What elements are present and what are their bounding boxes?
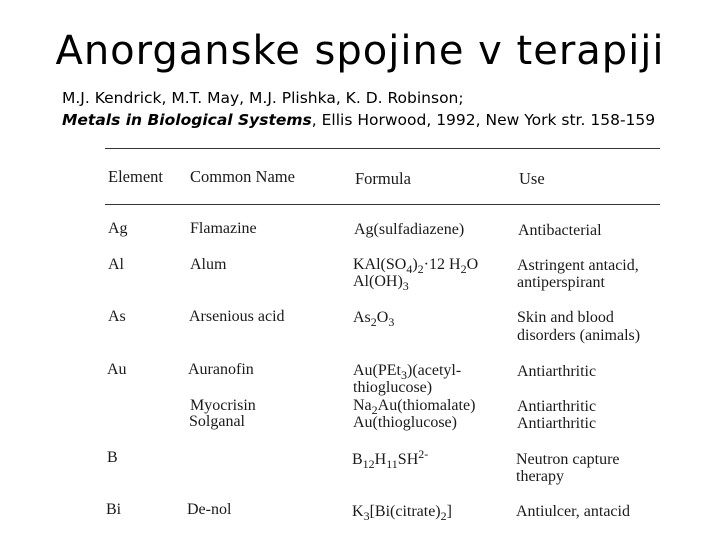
table-top-rule — [105, 148, 660, 149]
formula-subscript: 3 — [402, 279, 409, 293]
row-al-use-line1: Astringent antacid, — [517, 257, 639, 274]
formula-text: )(acetyl- — [407, 362, 462, 379]
row-as-use-line1: Skin and blood — [517, 309, 614, 326]
formula-text: Au(PEt — [353, 362, 401, 379]
row-b-formula — [352, 447, 429, 471]
row-au-use-3: Antiarthritic — [517, 415, 597, 432]
row-au-name-1: Auranofin — [188, 361, 254, 378]
row-bi-name: De-nol — [187, 501, 232, 518]
row-bi-formula — [352, 503, 452, 523]
formula-text: ·12 H — [423, 256, 461, 273]
row-ag-element: Ag — [108, 220, 128, 237]
header-common-name: Common Name — [190, 167, 295, 186]
formula-subscript: 2 — [460, 262, 467, 276]
row-b-element: B — [107, 449, 118, 466]
formula-text: [Bi(citrate) — [369, 503, 441, 520]
row-au-formula-1 — [353, 362, 462, 382]
reference-authors: M.J. Kendrick, M.T. May, M.J. Plishka, K. D. Robinson; — [62, 89, 464, 107]
row-au-name-2: Myocrisin — [190, 397, 256, 414]
formula-subscript: 2 — [440, 509, 447, 523]
row-b-use-line2: therapy — [516, 468, 564, 485]
formula-text: ] — [446, 503, 452, 520]
formula-subscript: 12 — [362, 457, 375, 471]
formula-text: As — [353, 309, 371, 326]
formula-subscript: 2 — [371, 403, 378, 417]
formula-text: B — [352, 451, 363, 468]
row-ag-use: Antibacterial — [518, 222, 602, 239]
header-element: Element — [108, 167, 163, 186]
formula-text: H — [374, 451, 387, 468]
reference-book-title: Metals in Biological Systems — [62, 111, 312, 129]
formula-text: SH — [397, 451, 419, 468]
formula-subscript: 2 — [417, 262, 424, 276]
page-title: Anorganske spojine v terapiji — [55, 28, 665, 74]
formula-subscript: 3 — [388, 315, 395, 329]
row-au-formula-2 — [353, 397, 476, 417]
formula-text: Na — [353, 397, 372, 414]
row-al-use-line2: antiperspirant — [517, 274, 605, 291]
row-as-formula — [353, 309, 395, 329]
row-al-element: Al — [108, 256, 124, 273]
row-ag-formula: Ag(sulfadiazene) — [354, 221, 465, 238]
row-au-formula-1-line2: thioglucose) — [353, 379, 433, 396]
row-au-use-2: Antiarthritic — [517, 398, 597, 415]
row-bi-use: Antiulcer, antacid — [516, 503, 630, 520]
row-b-use-line1: Neutron capture — [516, 451, 620, 468]
row-as-use-line2: disorders (animals) — [517, 327, 641, 344]
row-as-name: Arsenious acid — [189, 308, 285, 325]
formula-subscript: 2 — [370, 315, 377, 329]
formula-text: O — [376, 309, 389, 326]
table-header-rule — [105, 204, 660, 205]
row-ag-name: Flamazine — [190, 220, 257, 237]
header-use: Use — [519, 169, 545, 188]
formula-subscript: 3 — [401, 368, 407, 382]
formula-subscript: 3 — [363, 509, 370, 523]
reference-publisher: , Ellis Horwood, 1992, New York str. 158-159 — [311, 111, 656, 129]
formula-text: O — [466, 256, 479, 273]
formula-text: ) — [412, 256, 418, 273]
row-bi-element: Bi — [106, 501, 122, 518]
row-al-formula-line1 — [353, 256, 479, 276]
row-au-formula-3: Au(thioglucose) — [353, 414, 457, 431]
formula-text: Au(thiomalate) — [377, 397, 476, 414]
row-al-name: Alum — [190, 256, 227, 273]
formula-text: Al(OH) — [353, 273, 403, 290]
formula-subscript: 4 — [406, 262, 413, 276]
formula-superscript: 2- — [418, 447, 429, 461]
formula-subscript: 11 — [386, 457, 398, 471]
formula-text: K — [352, 503, 364, 520]
row-au-use-1: Antiarthritic — [517, 363, 597, 380]
row-au-name-3: Solganal — [189, 413, 245, 430]
formula-text: KAl(SO — [353, 256, 407, 273]
row-au-element: Au — [107, 361, 127, 378]
header-formula: Formula — [355, 169, 411, 188]
row-as-element: As — [108, 308, 126, 325]
reference-citation — [62, 111, 655, 129]
row-al-formula-line2 — [353, 273, 409, 293]
